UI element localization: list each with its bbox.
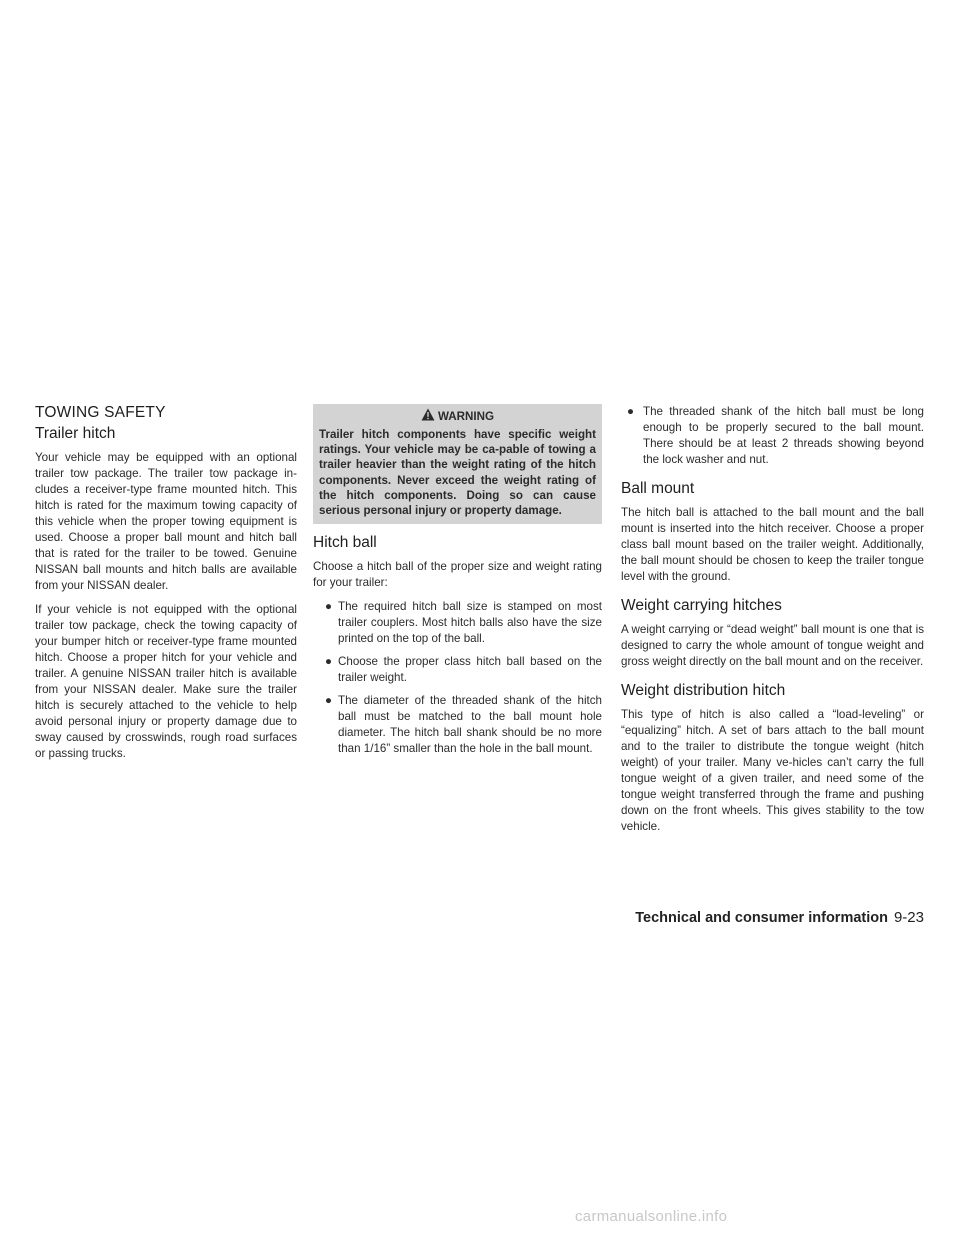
hitch-ball-list: [313, 599, 602, 757]
hitch-ball-list-continued: [621, 404, 924, 468]
list-item: ● The required hitch ball size is stamped on most trailer couplers. Most hitch balls also have the size printed on the top of the ball.: [325, 600, 602, 646]
bullet-icon: ●: [627, 405, 635, 418]
paragraph-weight-distribution: This type of hitch is also called a “load-leveling” or “equalizing” hitch. A set of bars attach to the ball mount and to the trailer to distribute the tongue weight (hitch weight) of your trailer. Many ve-hicles can’t carry the full tongue weight of a given trailer, and need some of the tongue weight transferred through the frame and pushing down on the front wheels. This gives stability to the tow vehicle.: [621, 708, 924, 833]
paragraph-trailer-hitch-1: Your vehicle may be equipped with an optional trailer tow package. The trailer tow package in-cludes a receiver-type frame mounted hitch. This hitch is rated for the maximum towing capacity of this vehicle when the proper towing equipment is used. Choose a proper ball mount and hitch ball that is rated for the trailer to be towed. Genuine NISSAN ball mounts and hitch balls are available from your NISSAN dealer.: [35, 451, 297, 592]
heading-hitch-ball: Hitch ball: [313, 534, 377, 552]
warning-label: WARNING: [437, 409, 495, 423]
page-footer: [635, 909, 924, 926]
heading-trailer-hitch: Trailer hitch: [35, 425, 116, 442]
column-right: [621, 404, 924, 843]
footer-title: Technical and consumer information: [635, 910, 888, 926]
paragraph-ball-mount: The hitch ball is attached to the ball mount and the ball mount is inserted into the hitch receiver. Choose a proper class ball mount based on the trailer weight. Additionally, the ball mount should be chosen to keep the trailer tongue level with the ground.: [621, 506, 924, 583]
heading-ball-mount: Ball mount: [621, 480, 695, 497]
heading-weight-carrying: Weight carrying hitches: [621, 597, 782, 614]
warning-header: [319, 408, 596, 424]
bullet-icon: ●: [325, 694, 333, 708]
paragraph-hitch-ball-intro: Choose a hitch ball of the proper size and weight rating for your trailer:: [313, 560, 602, 590]
warning-text: Trailer hitch components have specific weight ratings. Your vehicle may be ca-pable of towing a trailer heavier than the weight rating of the hitch components. Never exceed the weight rating of the hitch components. Doing so can cause serious personal injury or property damage.: [319, 428, 596, 518]
column-left: [35, 404, 297, 770]
watermark: carmanualsonline.info: [575, 1208, 728, 1225]
paragraph-weight-carrying: A weight carrying or “dead weight” ball mount is one that is designed to carry the whole amount of tongue weight and gross weight directly on the ball mount and on the receiver.: [621, 623, 924, 668]
bullet-icon: ●: [325, 655, 333, 669]
warning-triangle-icon: [421, 408, 435, 424]
column-middle: [313, 404, 602, 765]
list-item: ● The diameter of the threaded shank of the hitch ball must be matched to the ball mount hole diameter. The hitch ball shank should be no more than 1/16” smaller than the hole in the ball mount.: [325, 694, 602, 756]
heading-weight-distribution: Weight distribution hitch: [621, 682, 786, 699]
paragraph-trailer-hitch-2: If your vehicle is not equipped with the optional trailer tow package, check the towing capacity of your bumper hitch or receiver-type frame mounted hitch. Choose a proper hitch for your vehicle and trailer. A genuine NISSAN trailer hitch is available from your NISSAN dealer. Make sure the trailer hitch is securely attached to the vehicle to help avoid personal injury or property damage due to sway caused by crosswinds, rough road surfaces or passing trucks.: [35, 603, 297, 760]
bullet-icon: ●: [325, 600, 333, 614]
page-number: 9-23: [893, 909, 924, 926]
section-title-towing-safety: TOWING SAFETY: [35, 404, 166, 421]
list-item: ● The threaded shank of the hitch ball must be long enough to be properly secured to the ball mount. There should be at least 2 threads showing beyond the lock washer and nut.: [627, 405, 924, 466]
list-item: ● Choose the proper class hitch ball based on the trailer weight.: [325, 655, 602, 685]
warning-box: [313, 404, 602, 524]
